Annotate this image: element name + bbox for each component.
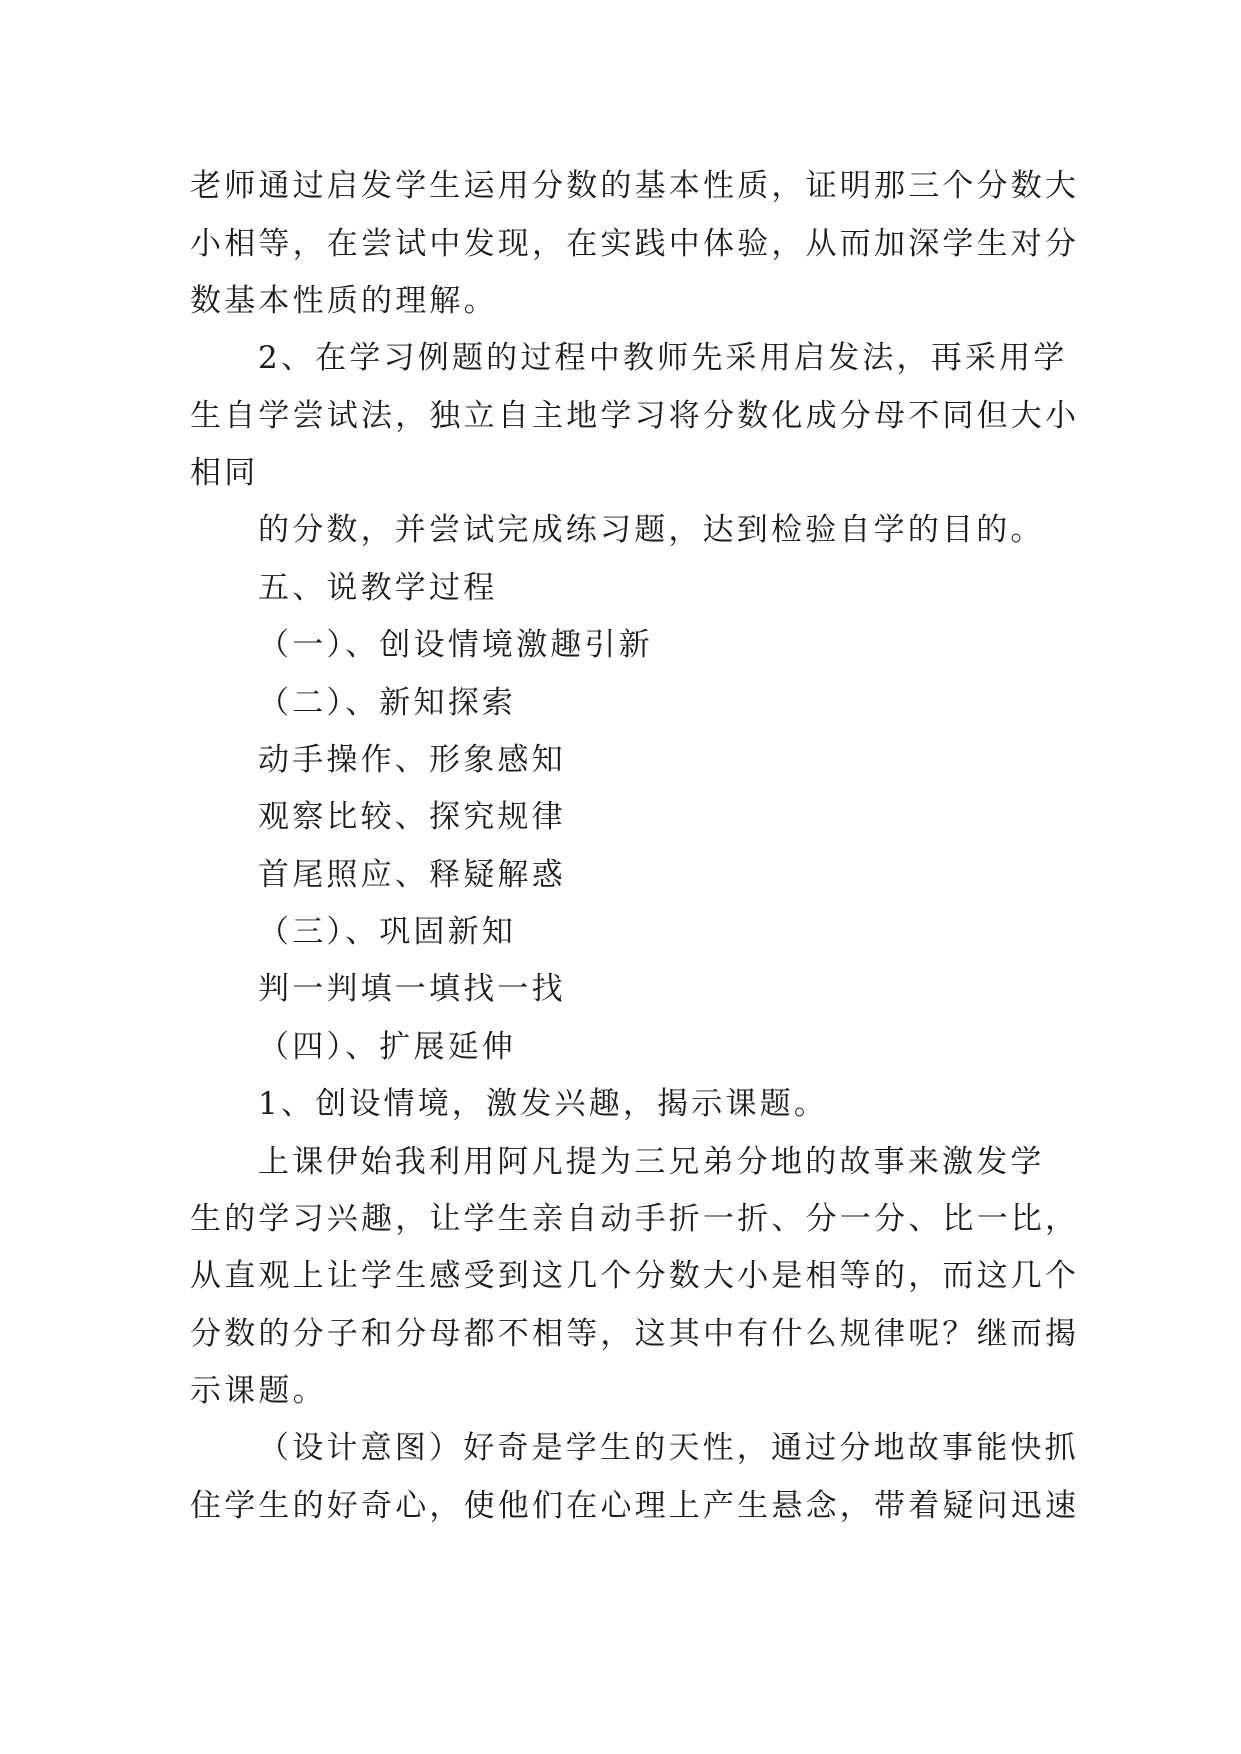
text-line: 1、创设情境，激发兴趣，揭示课题。 — [258, 1086, 829, 1122]
text-line: 动手操作、形象感知 — [258, 742, 566, 778]
text-line: （设计意图）好奇是学生的天性，通过分地故事能快抓 — [258, 1430, 1079, 1466]
text-line: 小相等，在尝试中发现，在实践中体验，从而加深学生对分 — [190, 226, 1080, 262]
text-line: 示课题。 — [190, 1373, 327, 1409]
subsection-heading: （二）、新知探索 — [258, 685, 517, 721]
text-line: 的分数，并尝试完成练习题，达到检验自学的目的。 — [258, 512, 1045, 548]
subsection-heading: （一）、创设情境激趣引新 — [258, 627, 653, 663]
text-line: 老师通过启发学生运用分数的基本性质，证明那三个分数大 — [190, 168, 1080, 204]
text-line: 上课伊始我利用阿凡提为三兄弟分地的故事来激发学 — [258, 1144, 1045, 1180]
text-line: 2、在学习例题的过程中教师先采用启发法，再采用学 — [258, 340, 1068, 376]
text-line: 生自学尝试法，独立自主地学习将分数化成分母不同但大小 — [190, 398, 1080, 434]
text-line: 观察比较、探究规律 — [258, 799, 566, 835]
text-line: 数基本性质的理解。 — [190, 283, 498, 319]
text-line: 分数的分子和分母都不相等，这其中有什么规律呢？继而揭 — [190, 1316, 1080, 1352]
text-line: 判一判填一填找一找 — [258, 971, 566, 1007]
text-line: 首尾照应、释疑解惑 — [258, 857, 566, 893]
text-line: 生的学习兴趣，让学生亲自动手折一折、分一分、比一比， — [190, 1201, 1080, 1237]
text-line: 从直观上让学生感受到这几个分数大小是相等的，而这几个 — [190, 1258, 1080, 1294]
subsection-heading: （三）、巩固新知 — [258, 914, 517, 950]
section-heading: 五、说教学过程 — [258, 570, 498, 606]
text-line: 住学生的好奇心，使他们在心理上产生悬念，带着疑问迅速 — [190, 1488, 1080, 1524]
text-line: 相同 — [190, 455, 259, 491]
subsection-heading: （四）、扩展延伸 — [258, 1029, 517, 1065]
